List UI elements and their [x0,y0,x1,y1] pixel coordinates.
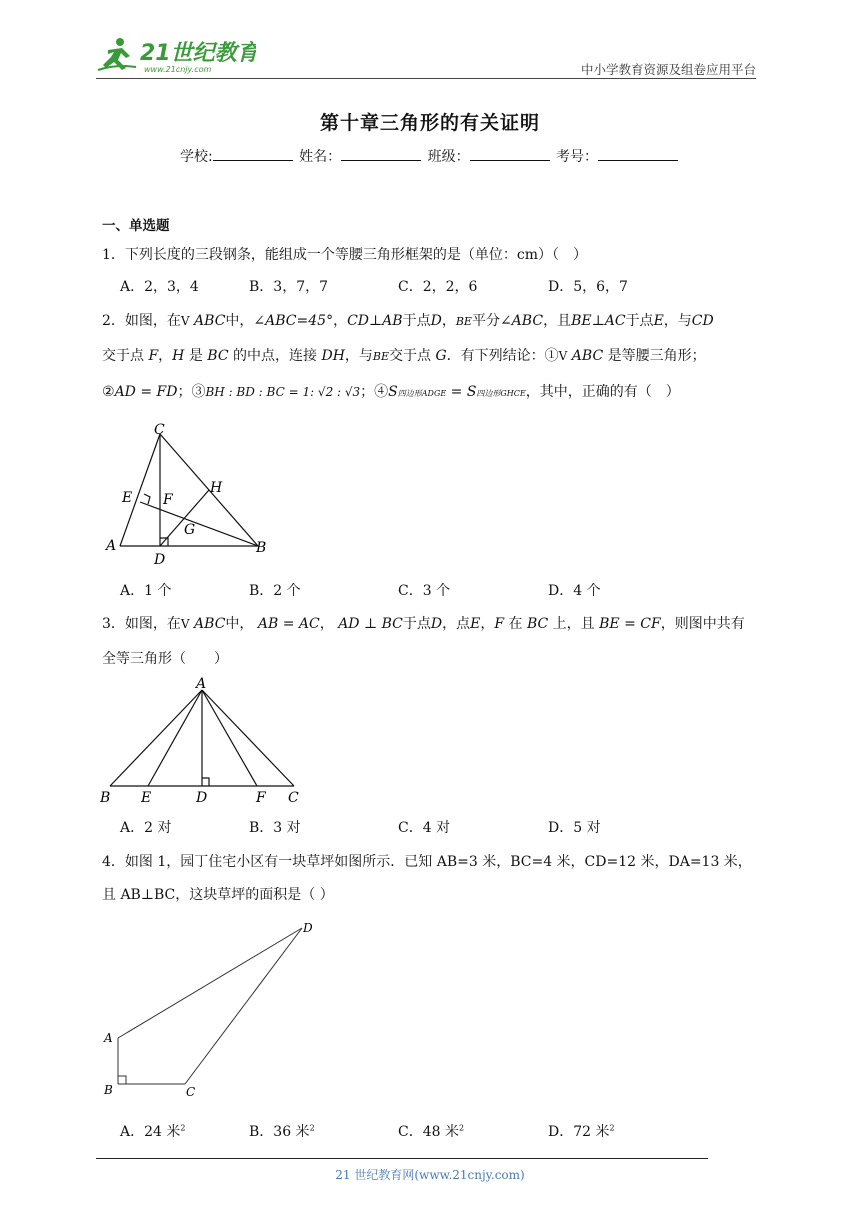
name-blank[interactable] [341,146,421,161]
page-title: 第十章三角形的有关证明 [319,112,540,134]
exam-no-label: 考号： [556,149,599,165]
fig2-label-d: D [154,552,166,568]
q1-option-b[interactable]: B．3，7，7 [249,279,329,295]
q3-option-c[interactable]: C．4 对 [398,820,451,836]
q2-option-c[interactable]: C．3 个 [398,583,451,599]
student-info-line [0,146,860,166]
fig3-label-b: B [100,790,111,806]
q2-stem-line1: 2．如图，在V ABC中，∠ABC=45°，CD⊥AB于点D，BE平分∠ABC，且BE⊥AC于点E，与CD [102,313,714,329]
logo-url: www.21cnjy.com [144,65,212,74]
name-label: 姓名： [299,149,342,165]
q3-figure [96,672,312,808]
fig3-label-d: D [196,790,208,806]
q3-option-b[interactable]: B．3 对 [249,820,301,836]
fig2-label-a: A [106,538,117,554]
q1-option-d[interactable]: D．5，6，7 [548,279,628,295]
school-blank[interactable] [213,146,293,161]
q3-option-d[interactable]: D．5 对 [548,820,601,836]
header-divider [96,78,756,79]
fig3-label-f: F [256,790,266,806]
footer-link[interactable]: 21 世纪教育网(www.21cnjy.com) [335,1168,525,1182]
q3-stem-line2: 全等三角形（ ） [102,651,228,667]
section-heading: 一、单选题 [102,218,170,234]
logo-text: 21世纪教育 [140,41,256,66]
q4-option-d[interactable]: D．72 米$^2$ [548,1123,615,1140]
q2-option-b[interactable]: B．2 个 [249,583,301,599]
fig3-label-a: A [196,676,207,692]
q4-stem-line2: 且 AB⊥BC，这块草坪的面积是（ ） [102,887,334,903]
q1-stem: 1．下列长度的三段钢条，能组成一个等腰三角形框架的是（单位：cm）（ ） [102,247,588,263]
q2-stem-line2: 交于点 F，H 是 BC 的中点，连接 DH，与BE交于点 G．有下列结论：①V ABC 是等腰三角形； [102,348,706,364]
q2-figure [100,418,280,568]
fig2-label-c: C [154,422,165,438]
q2-option-a[interactable]: A．1 个 [120,583,172,599]
q1-option-c[interactable]: C．2，2，6 [398,279,478,295]
exam-no-blank[interactable] [598,146,678,161]
q3-option-a[interactable]: A．2 对 [120,820,172,836]
class-label: 班级： [427,149,470,165]
q1-option-a[interactable]: A．2，3，4 [120,279,199,295]
fig4-label-d: D [303,921,313,935]
fig2-label-g: G [184,522,196,538]
footer-divider [96,1158,708,1159]
site-logo [96,34,256,76]
fig2-label-e: E [122,490,133,506]
q3-stem-line1: 3．如图，在V ABC中， AB = AC， AD ⊥ BC于点D，点E，F 在 BC 上，且 BE = CF，则图中共有 [102,616,745,632]
header-platform-text: 中小学教育资源及组卷应用平台 [580,62,756,77]
fig2-label-b: B [256,540,267,556]
fig4-label-b: B [104,1083,113,1097]
q2-option-d[interactable]: D．4 个 [548,583,601,599]
q4-stem-line1: 4．如图 1，园丁住宅小区有一块草坪如图所示．已知 AB=3 米，BC=4 米，CD=12 米，DA=13 米， [102,854,752,870]
fig3-label-e: E [141,790,152,806]
q4-option-b[interactable]: B．36 米$^2$ [249,1123,315,1140]
q2-stem-line3: ②AD = FD；③BH : BD : BC = 1: √2 : √3；④S四边形ADGE = S四边形GHCE，其中，正确的有（ ） [102,384,680,400]
school-label: 学校: [179,149,213,165]
q4-figure [98,916,328,1104]
fig4-label-c: C [186,1085,196,1099]
fig2-label-h: H [210,480,223,496]
class-blank[interactable] [470,146,550,161]
fig3-label-c: C [288,790,299,806]
fig4-label-a: A [104,1031,113,1045]
fig2-label-f: F [163,492,173,508]
q4-option-a[interactable]: A．24 米$^2$ [120,1123,186,1140]
q4-option-c[interactable]: C．48 米$^2$ [398,1123,465,1140]
